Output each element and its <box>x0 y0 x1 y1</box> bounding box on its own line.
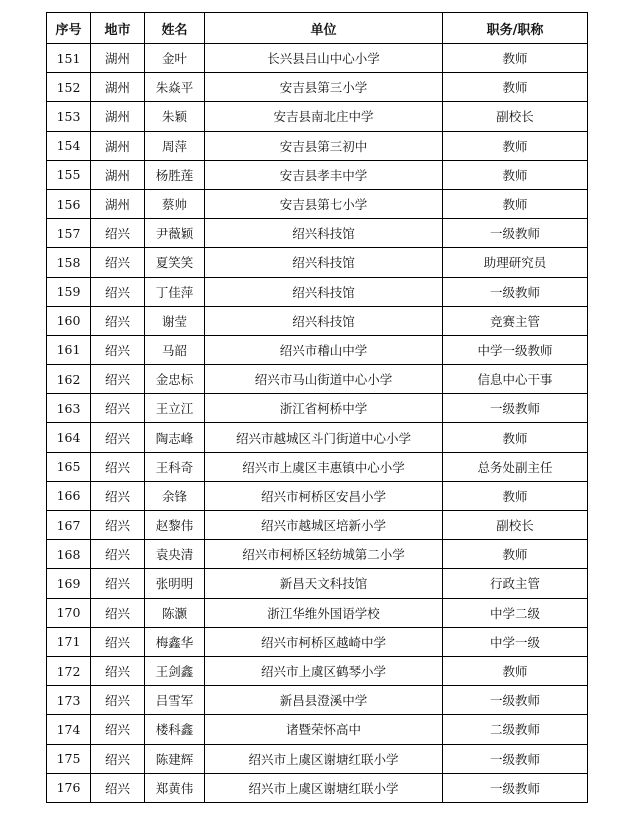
cell-name: 王立江 <box>145 394 205 423</box>
table-row <box>47 686 588 715</box>
cell-name: 楼科鑫 <box>145 715 205 744</box>
cell-organization: 绍兴市上虞区丰惠镇中心小学 <box>205 452 443 481</box>
cell-city: 湖州 <box>91 73 145 102</box>
cell-name: 余锋 <box>145 481 205 510</box>
cell-index: 164 <box>47 423 91 452</box>
cell-index: 157 <box>47 219 91 248</box>
cell-organization: 绍兴市稽山中学 <box>205 335 443 364</box>
cell-city: 绍兴 <box>91 394 145 423</box>
cell-organization: 浙江华维外国语学校 <box>205 598 443 627</box>
table-row <box>47 277 588 306</box>
cell-city: 绍兴 <box>91 277 145 306</box>
cell-index: 155 <box>47 160 91 189</box>
cell-organization: 绍兴市越城区斗门街道中心小学 <box>205 423 443 452</box>
roster-table <box>46 12 588 803</box>
cell-name: 陶志峰 <box>145 423 205 452</box>
cell-organization: 绍兴市上虞区谢塘红联小学 <box>205 773 443 802</box>
table-header <box>47 13 588 44</box>
cell-index: 151 <box>47 44 91 73</box>
cell-name: 王科奇 <box>145 452 205 481</box>
cell-index: 156 <box>47 189 91 218</box>
header-position: 职务/职称 <box>443 13 588 44</box>
cell-position: 一级教师 <box>443 277 588 306</box>
cell-index: 163 <box>47 394 91 423</box>
cell-city: 湖州 <box>91 102 145 131</box>
cell-name: 朱颖 <box>145 102 205 131</box>
table-row <box>47 511 588 540</box>
cell-city: 湖州 <box>91 160 145 189</box>
cell-index: 159 <box>47 277 91 306</box>
cell-organization: 新昌天文科技馆 <box>205 569 443 598</box>
table-row <box>47 715 588 744</box>
table-row <box>47 189 588 218</box>
cell-position: 一级教师 <box>443 686 588 715</box>
cell-index: 167 <box>47 511 91 540</box>
table-row <box>47 73 588 102</box>
cell-position: 教师 <box>443 160 588 189</box>
cell-city: 绍兴 <box>91 744 145 773</box>
cell-name: 金叶 <box>145 44 205 73</box>
table-row <box>47 219 588 248</box>
cell-name: 周萍 <box>145 131 205 160</box>
cell-position: 信息中心干事 <box>443 365 588 394</box>
cell-position: 教师 <box>443 540 588 569</box>
cell-name: 金忠标 <box>145 365 205 394</box>
cell-index: 154 <box>47 131 91 160</box>
roster-table-container <box>46 12 587 803</box>
cell-city: 绍兴 <box>91 452 145 481</box>
cell-index: 172 <box>47 656 91 685</box>
cell-position: 一级教师 <box>443 394 588 423</box>
cell-name: 夏笑笑 <box>145 248 205 277</box>
cell-organization: 安吉县孝丰中学 <box>205 160 443 189</box>
cell-position: 中学一级 <box>443 627 588 656</box>
cell-city: 绍兴 <box>91 306 145 335</box>
cell-organization: 绍兴科技馆 <box>205 277 443 306</box>
cell-position: 一级教师 <box>443 773 588 802</box>
cell-organization: 浙江省柯桥中学 <box>205 394 443 423</box>
cell-organization: 安吉县第三初中 <box>205 131 443 160</box>
cell-name: 陈建辉 <box>145 744 205 773</box>
header-organization: 单位 <box>205 13 443 44</box>
cell-index: 174 <box>47 715 91 744</box>
cell-city: 湖州 <box>91 189 145 218</box>
cell-city: 绍兴 <box>91 598 145 627</box>
cell-city: 绍兴 <box>91 219 145 248</box>
table-row <box>47 44 588 73</box>
cell-position: 中学一级教师 <box>443 335 588 364</box>
cell-organization: 绍兴市上虞区鹤琴小学 <box>205 656 443 685</box>
cell-name: 蔡帅 <box>145 189 205 218</box>
cell-index: 175 <box>47 744 91 773</box>
cell-name: 赵黎伟 <box>145 511 205 540</box>
header-city: 地市 <box>91 13 145 44</box>
cell-organization: 绍兴科技馆 <box>205 248 443 277</box>
table-row <box>47 540 588 569</box>
table-row <box>47 744 588 773</box>
table-row <box>47 598 588 627</box>
cell-position: 教师 <box>443 481 588 510</box>
table-row <box>47 773 588 802</box>
cell-city: 绍兴 <box>91 656 145 685</box>
cell-position: 教师 <box>443 189 588 218</box>
cell-name: 梅鑫华 <box>145 627 205 656</box>
cell-index: 168 <box>47 540 91 569</box>
table-row <box>47 423 588 452</box>
cell-position: 总务处副主任 <box>443 452 588 481</box>
cell-city: 绍兴 <box>91 248 145 277</box>
cell-index: 162 <box>47 365 91 394</box>
header-name: 姓名 <box>145 13 205 44</box>
cell-position: 二级教师 <box>443 715 588 744</box>
cell-name: 王剑鑫 <box>145 656 205 685</box>
cell-name: 张明明 <box>145 569 205 598</box>
cell-city: 绍兴 <box>91 511 145 540</box>
cell-organization: 绍兴市马山街道中心小学 <box>205 365 443 394</box>
cell-position: 副校长 <box>443 102 588 131</box>
cell-index: 160 <box>47 306 91 335</box>
table-row <box>47 102 588 131</box>
cell-name: 尹薇颖 <box>145 219 205 248</box>
cell-position: 教师 <box>443 131 588 160</box>
cell-organization: 诸暨荣怀高中 <box>205 715 443 744</box>
cell-organization: 绍兴市柯桥区越崎中学 <box>205 627 443 656</box>
table-row <box>47 656 588 685</box>
header-index: 序号 <box>47 13 91 44</box>
cell-organization: 新昌县澄溪中学 <box>205 686 443 715</box>
table-row <box>47 452 588 481</box>
cell-position: 教师 <box>443 656 588 685</box>
cell-position: 一级教师 <box>443 744 588 773</box>
cell-name: 郑黄伟 <box>145 773 205 802</box>
cell-organization: 长兴县吕山中心小学 <box>205 44 443 73</box>
cell-position: 中学二级 <box>443 598 588 627</box>
cell-position: 副校长 <box>443 511 588 540</box>
cell-position: 竞赛主管 <box>443 306 588 335</box>
cell-organization: 安吉县第三小学 <box>205 73 443 102</box>
cell-position: 教师 <box>443 44 588 73</box>
cell-city: 绍兴 <box>91 627 145 656</box>
cell-position: 一级教师 <box>443 219 588 248</box>
cell-organization: 绍兴科技馆 <box>205 219 443 248</box>
cell-name: 马韶 <box>145 335 205 364</box>
table-row <box>47 627 588 656</box>
table-row <box>47 365 588 394</box>
table-row <box>47 481 588 510</box>
cell-city: 绍兴 <box>91 686 145 715</box>
cell-index: 173 <box>47 686 91 715</box>
cell-index: 152 <box>47 73 91 102</box>
cell-city: 绍兴 <box>91 481 145 510</box>
table-row <box>47 131 588 160</box>
cell-city: 绍兴 <box>91 335 145 364</box>
cell-index: 165 <box>47 452 91 481</box>
cell-name: 丁佳萍 <box>145 277 205 306</box>
cell-city: 绍兴 <box>91 540 145 569</box>
cell-organization: 绍兴市上虞区谢塘红联小学 <box>205 744 443 773</box>
cell-city: 湖州 <box>91 131 145 160</box>
cell-name: 袁央清 <box>145 540 205 569</box>
cell-organization: 绍兴市柯桥区轻纺城第二小学 <box>205 540 443 569</box>
cell-index: 158 <box>47 248 91 277</box>
table-row <box>47 394 588 423</box>
cell-city: 绍兴 <box>91 773 145 802</box>
cell-city: 绍兴 <box>91 569 145 598</box>
cell-index: 166 <box>47 481 91 510</box>
cell-name: 吕雪军 <box>145 686 205 715</box>
cell-name: 朱焱平 <box>145 73 205 102</box>
cell-position: 行政主管 <box>443 569 588 598</box>
cell-city: 绍兴 <box>91 365 145 394</box>
cell-organization: 绍兴市越城区培新小学 <box>205 511 443 540</box>
cell-index: 170 <box>47 598 91 627</box>
cell-name: 陈灏 <box>145 598 205 627</box>
table-row <box>47 248 588 277</box>
cell-index: 153 <box>47 102 91 131</box>
cell-organization: 绍兴科技馆 <box>205 306 443 335</box>
table-row <box>47 335 588 364</box>
cell-name: 谢莹 <box>145 306 205 335</box>
cell-position: 助理研究员 <box>443 248 588 277</box>
header-row <box>47 13 588 44</box>
table-row <box>47 306 588 335</box>
table-row <box>47 569 588 598</box>
cell-organization: 安吉县第七小学 <box>205 189 443 218</box>
cell-position: 教师 <box>443 73 588 102</box>
cell-index: 176 <box>47 773 91 802</box>
cell-index: 171 <box>47 627 91 656</box>
cell-position: 教师 <box>443 423 588 452</box>
table-body <box>47 44 588 803</box>
cell-organization: 安吉县南北庄中学 <box>205 102 443 131</box>
cell-city: 绍兴 <box>91 715 145 744</box>
cell-city: 湖州 <box>91 44 145 73</box>
cell-city: 绍兴 <box>91 423 145 452</box>
table-row <box>47 160 588 189</box>
cell-index: 161 <box>47 335 91 364</box>
cell-index: 169 <box>47 569 91 598</box>
cell-name: 杨胜莲 <box>145 160 205 189</box>
cell-organization: 绍兴市柯桥区安昌小学 <box>205 481 443 510</box>
